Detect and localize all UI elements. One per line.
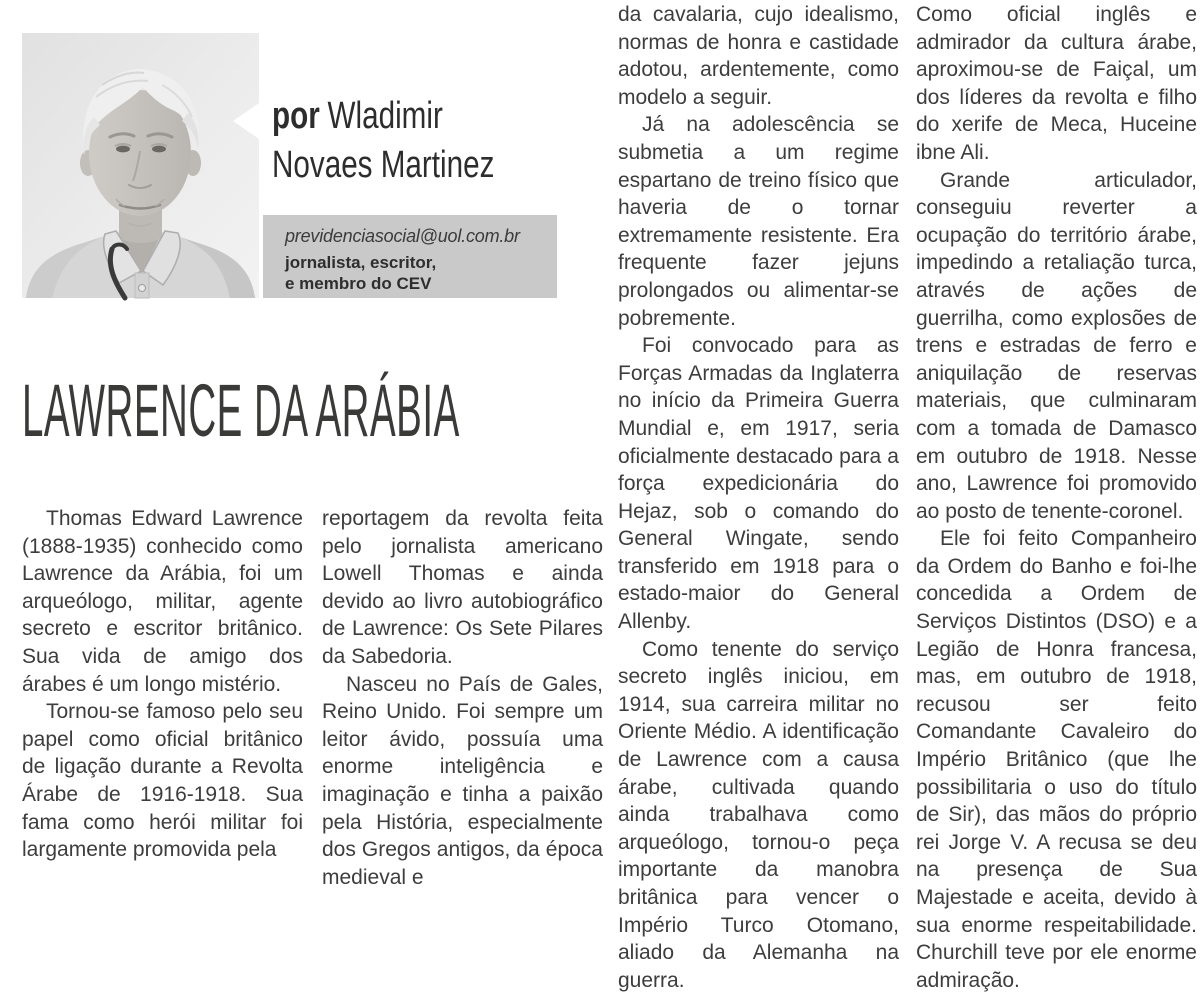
- article-paragraph: Tornou-se famoso pelo seu papel como oficial britânico de ligação durante a Revolta Árabe de 1916-1918. Sua fama como herói militar foi largamente promovida pela: [22, 700, 303, 862]
- article-column-3: [618, 1, 899, 992]
- portrait-illustration: [22, 33, 259, 298]
- byline: [272, 92, 494, 190]
- article-paragraph: Como tenente do serviço secreto inglês iniciou, em 1914, sua carreira militar no Oriente Médio. A identificação de Lawrence com a causa árabe, cultivada quando ainda trabalhava como arqueólogo, tornou-o peça importante da manobra britânica para vencer o Império Turco Otomano, aliado da Alemanha na guerra.: [618, 637, 899, 992]
- article-paragraph: Nasceu no País de Gales, Reino Unido. Foi sempre um leitor ávido, possuía uma enorme inteligência e imaginação e tinha a paixão pela História, especialmente dos Gregos antigos, da época medieval e: [322, 672, 603, 889]
- author-info-box: [263, 215, 557, 298]
- author-first-name: Wladimir: [327, 95, 443, 137]
- article-column-1: [22, 505, 303, 865]
- author-role-line2: e membro do CEV: [285, 274, 432, 293]
- article-paragraph: Thomas Edward Lawrence (1888-1935) conhecido como Lawrence da Arábia, foi um arqueólogo, militar, agente secreto e escritor britânico. Sua vida de amigo dos árabes é um longo mistério.: [22, 507, 303, 696]
- author-last-name: Novaes Martinez: [272, 144, 495, 186]
- article-paragraph: Ele foi feito Companheiro da Ordem do Banho e foi-lhe concedida a Ordem de Serviços Distintos (DSO) e a Legião de Honra francesa, mas, em outubro de 1918, recusou ser feito Comandante Cavaleiro do Império Britânico (que lhe possibilitaria o uso do título de Sir), das mãos do próprio rei Jorge V. A recusa se deu na presença de Sua Majestade e aceita, devido à sua enorme respeitabilidade. Churchill teve por ele enorme admiração.: [916, 527, 1197, 992]
- author-role-line1: jornalista, escritor,: [285, 253, 437, 272]
- article-title: LAWRENCE DA ARÁBIA: [22, 369, 460, 452]
- byline-line1: [272, 92, 494, 141]
- article-column-4: [916, 1, 1197, 992]
- article-column-2: [322, 505, 603, 889]
- photo-notch-arrow: [233, 103, 259, 139]
- article-paragraph: Grande articulador, conseguiu reverter a ocupação do território árabe, impedindo a retaliação turca, através de ações de guerrilha, como explosões de trens e estradas de ferro e aniquilação de reservas materiais, que culminaram com a tomada de Damasco em outubro de 1918. Nesse ano, Lawrence foi promovido ao posto de tenente-coronel.: [916, 168, 1197, 523]
- article-paragraph: Foi convocado para as Forças Armadas da Inglaterra no início da Primeira Guerra Mundial e, em 1917, seria oficialmente destacado para a força expedicionária do Hejaz, sob o comando do General Wingate, sendo transferido em 1918 para o estado-maior do General Allenby.: [618, 334, 899, 634]
- author-email: previdenciasocial@uol.com.br: [285, 226, 520, 246]
- byline-prefix: por: [272, 95, 320, 137]
- article-paragraph: Como oficial inglês e admirador da cultura árabe, aproximou-se de Faiçal, um dos líderes da revolta e filho do xerife de Meca, Huceine ibne Ali.: [916, 3, 1197, 164]
- author-portrait-photo: [22, 33, 259, 298]
- article-paragraph: reportagem da revolta feita pelo jornalista americano Lowell Thomas e ainda devido ao livro autobiográfico de Lawrence: Os Sete Pilares da Sabedoria.: [322, 507, 603, 668]
- article-paragraph: da cavalaria, cujo idealismo, normas de honra e castidade adotou, ardentemente, como modelo a seguir.: [618, 3, 899, 109]
- article-paragraph: Já na adolescência se submetia a um regime espartano de treino físico que haveria de o tornar extremamente resistente. Era frequente fazer jejuns prolongados ou alimentar-se pobremente.: [618, 113, 899, 330]
